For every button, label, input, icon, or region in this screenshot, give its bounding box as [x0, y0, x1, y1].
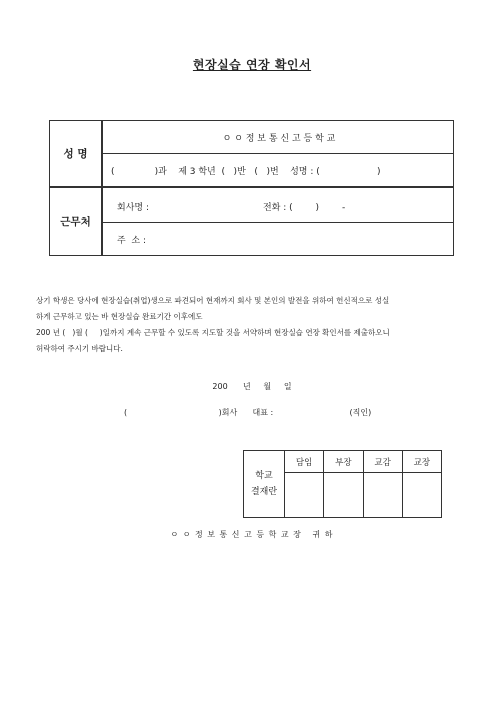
approval-label-line1: 학교 — [255, 471, 273, 481]
student-info-table — [49, 120, 454, 256]
approval-sign-principal — [402, 473, 441, 518]
company-cell — [102, 187, 454, 223]
company-label: 회사명 : — [117, 203, 149, 213]
workplace-header: 근무처 — [50, 187, 103, 256]
approval-table — [243, 450, 442, 518]
school-cell — [102, 121, 454, 154]
approval-label-line2: 결재란 — [250, 487, 278, 497]
approval-col-vice-principal: 교감 — [363, 451, 402, 473]
body-line-1: 상기 학생은 당사에 현장실습(취업)생으로 파견되어 현재까지 회사 및 본인의 발전을 위하여 헌신적으로 성실 — [36, 296, 390, 305]
body-line-2: 하게 근무하고 있는 바 현장실습 완료기간 이후에도 — [36, 312, 203, 321]
approval-col-homeroom: 담임 — [285, 451, 324, 473]
approval-col-head: 부장 — [324, 451, 363, 473]
address-cell — [102, 223, 454, 256]
document-title: 현장실습 연장 확인서 — [192, 58, 312, 72]
approval-sign-head — [324, 473, 363, 518]
class-cell — [102, 154, 454, 188]
addressee-line: ㅇ ㅇ 정 보 통 신 고 등 학 교 장 귀 하 — [170, 530, 334, 539]
approval-sign-homeroom — [285, 473, 324, 518]
name-header: 성 명 — [50, 121, 103, 188]
address-label: 주 소 : — [117, 236, 147, 246]
date-line: 200 년 월 일 — [212, 382, 292, 391]
phone-label: 전화 : ( ) - — [263, 203, 346, 213]
body-line-4: 허락하여 주시기 바랍니다. — [36, 344, 123, 353]
school-name-line: ㅇ ㅇ 정 보 통 신 고 등 학 교 — [222, 134, 336, 144]
class-line: ( )과 제 3 학년 ( )반 ( )번 성명 : ( ) — [111, 167, 381, 177]
body-line-3: 200 년 ( )월 ( )일까지 계속 근무할 수 있도록 지도할 것을 서약하며 현장실습 연장 확인서를 제출하오니 — [36, 328, 390, 337]
approval-sign-vice-principal — [363, 473, 402, 518]
approval-col-principal: 교장 — [402, 451, 441, 473]
signature-line: ( )회사 대표 : (직인) — [124, 408, 372, 417]
approval-label-cell — [244, 451, 285, 518]
